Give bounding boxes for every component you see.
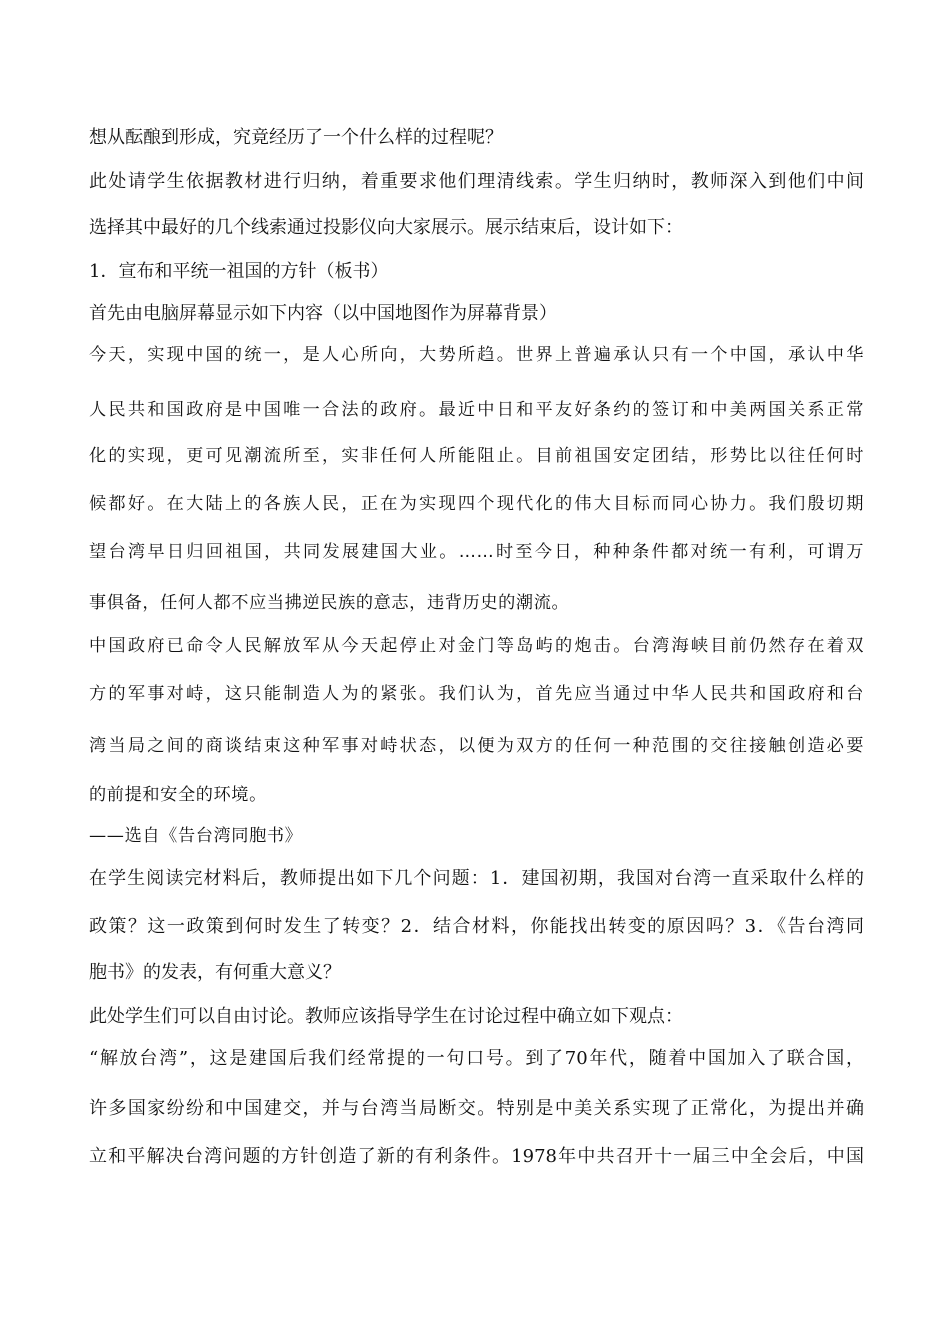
text-line: “解放台湾”，这是建国后我们经常提的一句口号。到了70年代，随着中国加入了联合国， <box>89 1048 864 1069</box>
text-line: 选择其中最好的几个线索通过投影仪向大家展示。展示结束后，设计如下： <box>89 217 683 238</box>
quote-line: 湾当局之间的商谈结束这种军事对峙状态，以便为双方的任何一种范围的交往接触创造必要 <box>89 736 864 756</box>
text-line: 在学生阅读完材料后，教师提出如下几个问题：1．建国初期，我国对台湾一直采取什么样的 <box>89 868 864 889</box>
text-line: 首先由电脑屏幕显示如下内容（以中国地图作为屏幕背景） <box>89 303 557 324</box>
quote-line: 人民共和国政府是中国唯一合法的政府。最近中日和平友好条约的签订和中美两国关系正常 <box>89 400 864 420</box>
quote-line: 的前提和安全的环境。 <box>89 785 267 805</box>
quote-source: ——选自《告台湾同胞书》 <box>89 826 303 846</box>
quote-line: 中国政府已命令人民解放军从今天起停止对金门等岛屿的炮击。台湾海峡目前仍然存在着双 <box>89 636 864 656</box>
text-line: 立和平解决台湾问题的方针创造了新的有利条件。1978年中共召开十一届三中全会后，中国 <box>89 1146 864 1167</box>
quote-line: 今天，实现中国的统一，是人心所向，大势所趋。世界上普遍承认只有一个中国，承认中华 <box>89 345 864 365</box>
quote-line: 望台湾早日归回祖国，共同发展建国大业。……时至今日，种种条件都对统一有利，可谓万 <box>89 542 864 562</box>
quote-line: 候都好。在大陆上的各族人民，正在为实现四个现代化的伟大目标而同心协力。我们殷切期 <box>89 494 864 514</box>
text-line: 此处请学生依据教材进行归纳，着重要求他们理清线索。学生归纳时，教师深入到他们中间 <box>89 171 864 192</box>
quote-line: 事俱备，任何人都不应当拂逆民族的意志，违背历史的潮流。 <box>89 593 570 613</box>
quote-line: 化的实现，更可见潮流所至，实非任何人所能阻止。目前祖国安定团结，形势比以往任何时 <box>89 446 864 466</box>
text-line: 政策？这一政策到何时发生了转变？2．结合材料，你能找出转变的原因吗？3．《告台湾同 <box>89 916 864 937</box>
text-line: 许多国家纷纷和中国建交，并与台湾当局断交。特别是中美关系实现了正常化，为提出并确 <box>89 1098 864 1119</box>
text-line: 胞书》的发表，有何重大意义？ <box>89 962 341 983</box>
section-heading: 1．宣布和平统一祖国的方针（板书） <box>89 261 389 282</box>
text-line: 想从酝酿到形成，究竟经历了一个什么样的过程呢？ <box>89 127 503 148</box>
quote-line: 方的军事对峙，这只能制造人为的紧张。我们认为，首先应当通过中华人民共和国政府和台 <box>89 684 864 704</box>
text-line: 此处学生们可以自由讨论。教师应该指导学生在讨论过程中确立如下观点： <box>89 1006 683 1027</box>
